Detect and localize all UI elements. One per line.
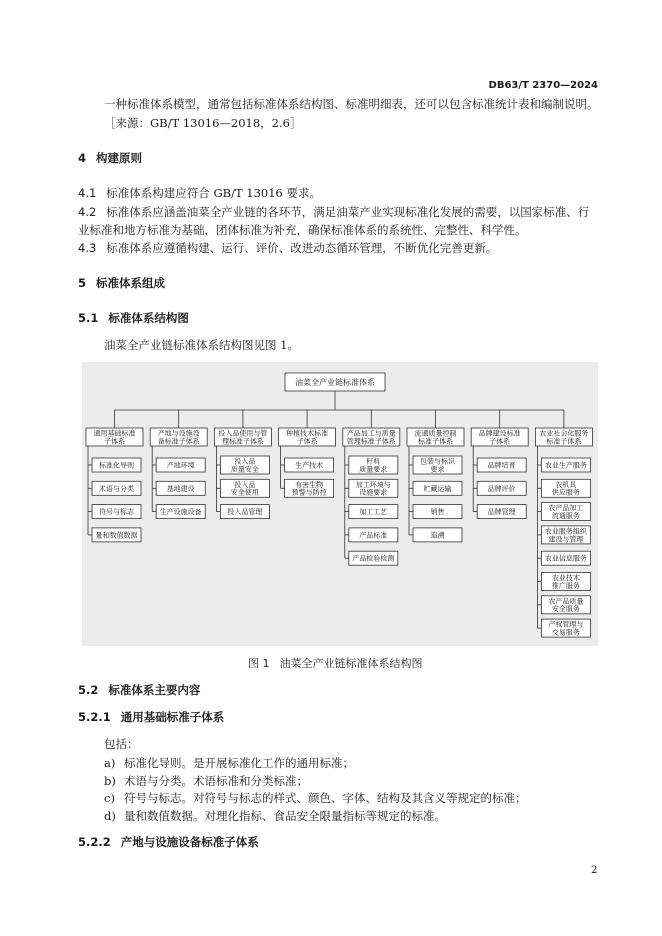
standard-label [295,461,323,470]
subsection-5-1-heading [78,311,189,325]
definition-line: 一种标准体系模型，通常包括标准体系结构图、标准明细表，还可以包含标准统计表和编制说明。 [104,97,599,111]
list-item [104,809,446,823]
section-number: 5.2.1 [78,710,111,724]
node-label-line: 投入品 [234,457,256,466]
node-label-line: 农机具 [555,480,577,489]
node-label-line: 农产品加工 [548,504,584,513]
list-intro: 包括： [104,737,139,751]
node-label-line: 产权管理与 [548,620,584,629]
node-label-line: 要求 [430,465,445,474]
standard-label [548,620,583,637]
node-label-line: 交易服务 [551,628,580,637]
clause-text: 标准体系应涵盖油菜全产业链的各环节，满足油菜产业实现标准化发展的需要，以国家标准、行 [106,205,590,219]
section-5-heading [78,276,165,290]
section-title: 通用基础标准子体系 [120,710,225,724]
node-label-line: 子体系 [104,437,125,446]
clause-4-2-continued: 业标准和地方标准为基础，团体标准为补充，确保标准体系的系统性、完整性、科学性。 [78,223,527,237]
node-label-line: 品牌管理 [487,508,516,517]
subsystem-label [347,429,396,446]
node-label-line: 供应服务 [551,488,580,497]
structure-diagram [82,362,598,646]
node-label-line: 贮藏运输 [423,484,452,493]
clause-4-3 [78,241,497,255]
standard-label [548,503,583,520]
list-item [104,791,527,805]
standard-label [424,484,452,493]
standard-label [231,480,259,497]
node-label-line: 流通服务 [551,512,580,521]
node-label-line: 质量安全 [230,465,259,474]
node-label-line: 投入品 [234,480,256,489]
standard-label [552,573,580,590]
figure-1 [82,362,598,646]
node-label-line: 包装与标识 [420,457,455,466]
list-item [104,756,354,770]
subsystem-label [218,429,267,446]
page-number: 2 [591,865,598,876]
standard-label [431,530,445,539]
list-marker: d) [104,809,116,823]
section-number: 5.2.2 [78,835,111,849]
standard-label [545,461,587,470]
node-label-line: 投入品管理 [227,508,263,517]
node-label-line: 设施要求 [359,488,388,497]
node-label-line: 推广服务 [551,581,580,590]
standard-label [545,554,587,563]
standard-label [488,484,516,493]
node-label-line: 产品加工与质量 [346,429,396,438]
subsection-5-2-heading [78,683,200,697]
section-number: 4 [78,151,87,165]
standard-label [231,457,259,474]
node-label-line: 子体系 [489,437,511,446]
subsystem-label [158,429,200,446]
node-label-line: 安全使用 [230,488,259,497]
standard-label [359,507,387,516]
standard-label [227,507,262,516]
clause-text: 标准体系应遵循构建、运行、评价、改进动态循环管理，不断优化完善更新。 [106,241,498,255]
section-title: 产地与设施设备标准子体系 [120,835,259,849]
clause-4-1 [78,186,321,200]
clause-number: 4.2 [78,205,97,219]
list-marker: b) [104,774,116,788]
node-label-line: 加工工艺 [359,508,388,517]
caption-title: 油菜全产业链标准体系结构图 [279,657,423,670]
caption-number: 图 1 [248,657,270,670]
standard-label [167,461,195,470]
node-label-line: 生产技术 [295,461,324,470]
node-label-line: 标准子体系 [418,437,453,446]
node-label-line: 品牌评价 [487,484,516,493]
standard-label [167,484,195,493]
standard-label [488,461,516,470]
node-label-line: 农产品质量 [548,597,584,606]
node-label-line: 质量要求 [359,465,388,474]
node-label-line: 备标准子体系 [157,437,200,446]
standard-label [488,507,516,516]
clause-number: 4.3 [78,241,97,255]
standard-label [160,507,202,516]
standard-label [548,596,583,613]
node-label-line: 预警与防控 [291,488,327,497]
standard-label [356,480,391,497]
node-label-line: 品牌建设标准 [478,429,521,438]
node-label-line: 加工环境与 [355,480,391,489]
node-label-line: 追溯 [430,531,445,540]
standard-label [352,554,394,563]
node-label-line: 种植技术标准 [286,429,329,438]
standard-label [99,461,134,470]
list-marker: c) [104,791,115,805]
list-marker: a) [104,756,116,770]
section-number: 5 [78,276,87,290]
clause-number: 4.1 [78,186,97,200]
standard-label [292,480,327,497]
section-title: 构建原则 [96,151,143,165]
standard-label [545,527,588,544]
node-label-line: 术语与分类 [99,484,134,493]
node-label-line: 品牌培育 [487,461,516,470]
section-number: 5.1 [78,311,99,325]
node-label-line: 安全服务 [551,605,580,614]
subsystem-label [539,429,588,446]
node-label-line: 量和数值数据 [95,531,138,540]
clause-text: 标准体系构建应符合 GB/T 13016 要求。 [106,186,322,200]
standard-label [431,507,445,516]
section-number: 5.2 [78,683,99,697]
node-label-line: 农业技术 [551,574,580,583]
clause-4-2 [78,205,589,219]
node-label-line: 标准子体系 [546,437,582,446]
node-label-line: 建设与管理 [548,535,584,544]
node-label-line: 农业服务组织 [544,527,587,536]
document-code: DB63/T 2370—2024 [488,80,598,91]
node-label-line: 销售 [430,508,445,517]
section-title: 标准体系组成 [96,276,166,290]
node-label-line: 产地环境 [166,461,195,470]
node-label-line: 生产设施设备 [159,508,202,517]
subsystem-label [415,429,457,446]
node-label-line: 投入品使用与管 [218,429,268,438]
standard-label [99,484,134,493]
node-label-line: 理标准子体系 [221,437,264,446]
node-label-line: 农业社会化服务 [539,429,589,438]
list-item-text: 符号与标志。对符号与标志的样式、颜色、字体、结构及其含义等规定的标准； [124,791,527,805]
standard-label [96,530,138,539]
section-title: 标准体系结构图 [108,311,189,325]
node-label-line: 籽料 [366,457,381,466]
node-label-line: 流通质量控制 [414,429,457,438]
figure-caption [248,657,423,671]
section-title: 标准体系主要内容 [108,683,201,697]
list-item-text: 术语与分类。术语标准和分类标准； [124,774,308,788]
subsection-5-2-1-heading [78,710,224,724]
node-label-line: 产地与设施设 [157,429,200,438]
node-label-line: 基地建设 [166,484,195,493]
list-item [104,774,308,788]
node-label-line: 产品标准 [359,531,388,540]
node-label-line: 农业信息服务 [544,554,587,563]
standard-label [99,507,135,516]
node-label-line: 产品检验检测 [352,554,395,563]
node-label-line: 有害生物 [295,480,324,489]
root-node-label [295,377,375,387]
figure-reference-text: 油菜全产业链标准体系结构图见图 1。 [104,338,299,352]
standard-label [359,530,387,539]
node-label-line: 子体系 [296,437,318,446]
section-4-heading [78,151,142,165]
list-item-text: 量和数值数据。对理化指标、食品安全限量指标等规定的标准。 [124,809,446,823]
subsection-5-2-2-heading [78,835,259,849]
node-label-line: 农业生产服务 [544,461,587,470]
source-note: ［来源：GB/T 13016—2018，2.6］ [104,116,302,130]
node-label-line: 管理标准子体系 [346,437,396,446]
node-label-line: 油菜全产业链标准体系 [295,377,375,387]
node-label-line: 通用基础标准 [93,429,136,438]
node-label-line: 标准化导则 [99,461,134,470]
list-item-text: 标准化导则。是开展标准化工作的通用标准； [124,756,354,770]
standard-label [552,480,580,497]
node-label-line: 符号与标志 [99,508,134,517]
